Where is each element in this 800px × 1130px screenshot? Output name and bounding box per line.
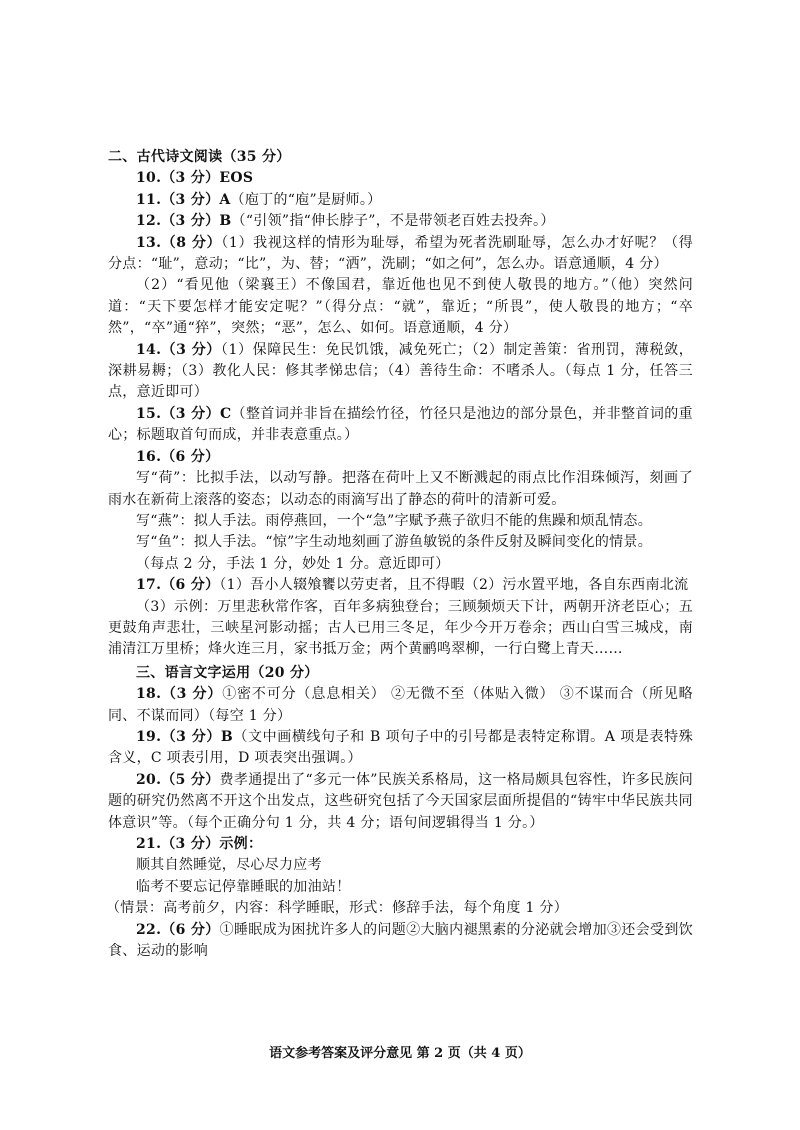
answer-21-head: 21.（3 分）示例：	[136, 836, 263, 852]
answer-22-text: ①睡眠成为困扰许多人的问题②大脑内褪黑素的分泌就会增加③还会受到饮食、运动的影响	[108, 921, 693, 960]
answer-20-text: 费孝通提出了“多元一体”民族关系格局，这一格局颇具包容性，许多民族问题的研究仍然离不开这个出发点，这些研究包括了今天国家层面所提倡的“铸牢中华民族共同体意识”等。（每个正确分句 1 分，共 4 分；语句间逻辑得当 1 分。）	[108, 771, 694, 831]
page-footer: 语文参考答案及评分意见 第 2 页（共 4 页）	[269, 1046, 531, 1061]
answer-18-text: ①密不可分（息息相关） ②无微不至（体贴入微） ③不谋而合（所见略同、不谋而同）（每空 1 分）	[108, 686, 693, 724]
answer-19-head: 19.（3 分）B	[136, 728, 234, 745]
answer-16-head: 16.（6 分）	[136, 448, 220, 465]
answer-10-head: 10.（3 分）EOS	[136, 170, 254, 187]
section-heading-classical: 二、古代诗文阅读（35 分）	[108, 149, 291, 165]
answer-21-line1: 顺其自然睡觉，尽心尽力应考	[136, 857, 322, 874]
answer-15-text: （整首词并非旨在描绘竹径，竹径只是池边的部分景色，并非整首词的重心；标题取首句而成，并非表意重点。）	[108, 405, 693, 444]
answer-16-scoring: （每点 2 分，手法 1 分，妙处 1 分。意近即可）	[136, 555, 450, 572]
answer-17-part1	[108, 575, 693, 596]
answer-17-part1-text: （1）吾小人辍飧饔以劳吏者，且不得暇（2）污水置平地，各自东西南北流	[219, 577, 689, 594]
answer-13-part1-text: （1）我视这样的情形为耻辱，希望为死者洗刷耻辱，怎么办才好呢？（得分点：“耻”，意动；“比”，为、替；“洒”，洗刷；“如之何”，怎么办。语意通顺，4 分）	[108, 234, 694, 273]
answer-10	[108, 168, 693, 189]
answer-12	[108, 211, 693, 232]
answer-21	[108, 834, 693, 855]
answer-13-part2: （2）“看见他（梁襄王）不像国君，靠近他也见不到使人敬畏的地方。”（他）突然问道：“天下要怎样才能安定呢？”（得分点：“就”，靠近；“所畏”，使人敬畏的地方；“卒然”，“卒”通“猝”，突然；“恶”，怎么、如何。语意通顺，4 分）	[108, 277, 693, 337]
answer-14	[108, 340, 693, 404]
answer-20	[108, 770, 693, 834]
answer-17-part3: （3）示例：万里悲秋常作客，百年多病独登台；三顾频烦天下计，两朝开济老臣心；五更鼓角声悲壮，三峡星河影动摇；古人已用三冬足，年少今开万卷余；西山白雪三城戍，南浦清江万里桥；烽火连三月，家书抵万金；两个黄鹂鸣翠柳，一行白鹭上青天……	[108, 598, 693, 658]
answer-14-head: 14.（3 分）	[136, 341, 221, 358]
answer-16-swallow: 写“燕”：拟人手法。雨停燕回，一个“急”字赋予燕子欲归不能的焦躁和烦乱情态。	[136, 512, 653, 529]
answer-11-head: 11.（3 分）A	[136, 191, 231, 208]
answer-18	[108, 684, 693, 727]
answer-12-head: 12.（3 分）B	[136, 213, 232, 230]
answer-18-head: 18.（3 分）	[136, 686, 223, 703]
answer-15-head: 15.（3 分）C	[136, 405, 232, 422]
answer-19-text: （文中画横线句子和 B 项句子中的引号都是表特定称谓。A 项是表特殊含义，C 项表引用，D 项表突出强调。）	[108, 728, 693, 767]
answer-17-head: 17.（6 分）	[136, 577, 220, 594]
answer-22	[108, 920, 693, 963]
answer-13-part1	[108, 233, 693, 276]
answer-12-text: （“引领”指“伸长脖子”，不是带领老百姓去投奔。）	[231, 213, 555, 230]
answer-11-text: （庖丁的“庖”是厨师。）	[230, 191, 382, 208]
answer-21-scoring: （情景：高考前夕，内容：科学睡眠，形式：修辞手法，每个角度 1 分）	[106, 900, 569, 917]
answer-11	[108, 190, 693, 211]
answer-22-head: 22.（6 分）	[136, 921, 220, 938]
answer-16-lotus: 写“荷”：比拟手法，以动写静。把落在荷叶上又不断溅起的雨点比作泪珠倾泻，刻画了雨水在新荷上滚落的姿态；以动态的雨滴写出了静态的荷叶的清新可爱。	[108, 470, 693, 508]
answer-16-fish: 写“鱼”：拟人手法。“惊”字生动地刻画了游鱼敏锐的条件反射及瞬间变化的情景。	[136, 534, 653, 551]
answer-13-head: 13.（8 分）	[136, 234, 222, 251]
answer-21-line2: 临考不要忘记停靠睡眠的加油站！	[136, 878, 351, 895]
answer-14-text: （1）保障民生：免民饥饿，减免死亡；（2）制定善策：省刑罚，薄税敛，深耕易耨；（3）教化人民：修其孝悌忠信；（4）善待生命：不嗜杀人。（每点 1 分，任答三点，意近即可）	[108, 341, 694, 401]
section-heading-language: 三、语言文字运用（20 分）	[136, 664, 319, 681]
answer-16	[108, 447, 693, 468]
answer-20-head: 20.（5 分）	[136, 771, 220, 788]
answer-19	[108, 727, 693, 770]
answer-15	[108, 404, 693, 447]
answer-content	[108, 147, 693, 962]
